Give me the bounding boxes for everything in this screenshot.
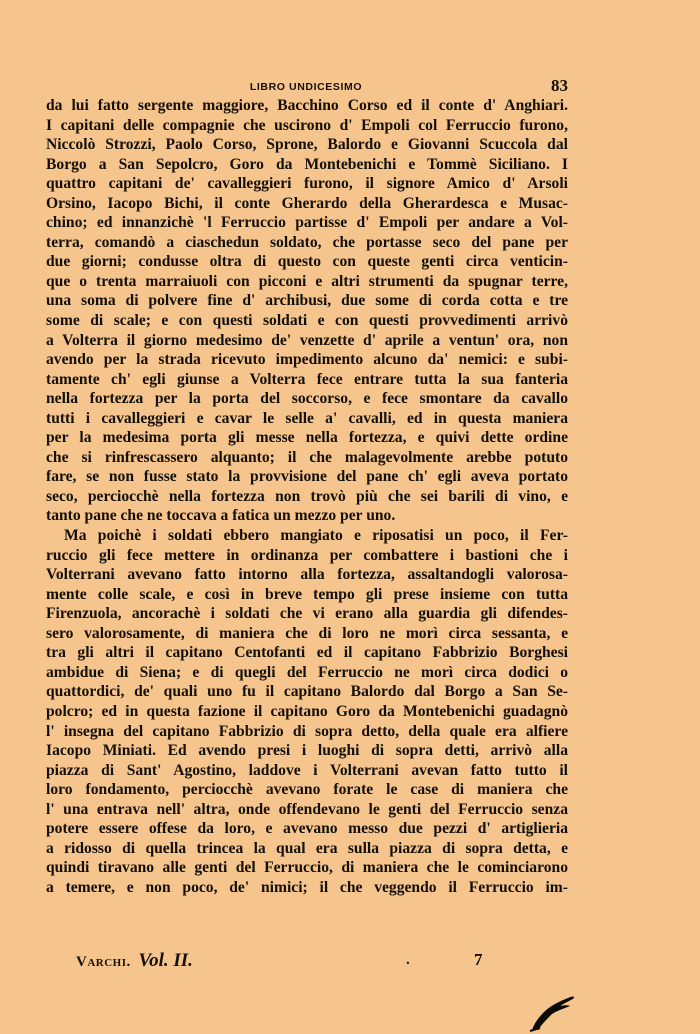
text-line: fare, se non fusse stato la provvisione del pane ch' egli aveva portato: [46, 468, 568, 486]
text-line: due giorni; condusse oltra di questo con queste genti circa venticin-: [46, 253, 568, 271]
text-line: que o trenta marraiuoli con picconi e altri strumenti da spugnar terre,: [46, 272, 568, 290]
text-line: da lui fatto sergente maggiore, Bacchino Corso ed il conte d' Anghiari.: [46, 97, 568, 114]
text-line: tamente ch' egli giunse a Volterra fece entrare tutta la sua fanteria: [46, 370, 568, 388]
text-line: chino; ed innanzichè 'l Ferruccio partisse d' Empoli per andare a Vol-: [46, 214, 568, 232]
text-line: terra, comandò a ciaschedun soldato, che portasse seco del pane per: [46, 233, 568, 251]
text-line: tra gli altri il capitano Centofanti ed il capitano Fabbrizio Borghesi: [46, 644, 568, 662]
text-line: tutti i cavalleggieri e cavar le selle a' cavalli, ed in questa maniera: [46, 409, 568, 427]
signature-author: Varchi.: [76, 954, 131, 970]
text-line: a Volterra il giorno medesimo de' venzette d' aprile a ventun' ora, non: [46, 331, 568, 349]
page-number: 83: [551, 76, 568, 95]
text-line: quattordici, de' quali uno fu il capitano Balordo dal Borgo a San Se-: [46, 683, 568, 701]
text-line: Ma poichè i soldati ebbero mangiato e riposatisi un poco, il Fer-: [64, 527, 568, 545]
text-line: l' una entrava nell' altra, onde offendevano le genti del Ferruccio senza: [46, 800, 568, 818]
text-line: loro fondamento, perciocchè avevano forate le case di maniera che: [46, 781, 568, 799]
text-line: some di scale; e con questi soldati e con questi provvedimenti arrivò: [46, 312, 568, 330]
text-line: quattro capitani de' cavalleggieri furono, il signore Amico d' Arsoli: [46, 175, 568, 193]
text-line: Niccolò Strozzi, Paolo Corso, Sprone, Balordo e Giovanni Scuccola dal: [46, 136, 568, 154]
signature-volume: Vol. II.: [138, 950, 193, 971]
text-line: ruccio gli fece mettere in ordinanza per combattere i bastioni che i: [46, 546, 568, 564]
text-line: seco, perciocchè nella fortezza non trovò più che sei barili di vino, e: [46, 487, 568, 505]
text-line: a ridosso di quella trincea la qual era sulla piazza di sopra detta, e: [46, 839, 568, 857]
signature-number: 7: [474, 950, 483, 969]
text-line: mente colle scale, e così in breve tempo gli prese insieme con tutta: [46, 585, 568, 603]
text-line: per la medesima porta gli messe nella fortezza, e quivi dette ordine: [46, 429, 568, 447]
text-line: Borgo a San Sepolcro, Goro da Montebenichi e Tommè Siciliano. I: [46, 155, 568, 173]
text-line: l' insegna del capitano Fabbrizio di sopra detto, della quale era alfiere: [46, 722, 568, 740]
text-line: piazza di Sant' Agostino, laddove i Volterrani avevan fatto tutto il: [46, 761, 568, 779]
text-line: avendo per la strada ricevuto impedimento alcuno da' nemici: e subi-: [46, 351, 568, 369]
printer-signature: [76, 950, 193, 972]
text-line: che si rinfrescassero alquanto; il che malagevolmente arebbe potuto: [46, 448, 568, 466]
text-line: tanto pane che ne toccava a fatica un mezzo per uno.: [46, 507, 396, 525]
text-line: una soma di polvere fine d' archibusi, due some di corda cotta e tre: [46, 292, 568, 310]
running-head: [44, 76, 568, 96]
text-line: Iacopo Miniati. Ed avendo presi i luoghi di sopra detti, arrivò alla: [46, 742, 568, 760]
text-line: Orsino, Iacopo Bichi, il conte Gherardo della Gherardesca e Musac-: [46, 194, 568, 212]
text-line: Volterrani avevano fatto intorno alla fortezza, assaltandogli valorosa-: [46, 566, 568, 584]
text-line: nella fortezza per la porta del soccorso, e fece smontare da cavallo: [46, 390, 568, 408]
signature-mark: .: [406, 952, 410, 968]
text-line: potere essere offese da loro, e avevano messo due pezzi d' artiglieria: [46, 820, 568, 838]
ink-blot-icon: [528, 990, 576, 1032]
text-line: Firenzuola, ancorachè i soldati che vi erano alla guardia gli difendes-: [46, 605, 568, 623]
running-title: LIBRO UNDICESIMO: [249, 81, 363, 93]
text-line: I capitani delle compagnie che uscirono d' Empoli col Ferruccio furono,: [46, 116, 568, 134]
text-line: sero valorosamente, di maniera che di loro ne morì circa sessanta, e: [46, 624, 568, 642]
text-line: polcro; ed in questa fazione il capitano Goro da Montebenichi guadagnò: [46, 702, 568, 720]
text-line: quindi tiravano alle genti del Ferruccio, di maniera che le cominciarono: [46, 859, 568, 877]
page-footer: [76, 950, 496, 974]
text-line: ambidue di Siena; e di quegli del Ferruccio ne morì circa dodici o: [46, 663, 568, 681]
body-text: [46, 96, 568, 897]
text-line: a temere, e non poco, de' nimici; il che veggendo il Ferruccio im-: [46, 878, 568, 896]
